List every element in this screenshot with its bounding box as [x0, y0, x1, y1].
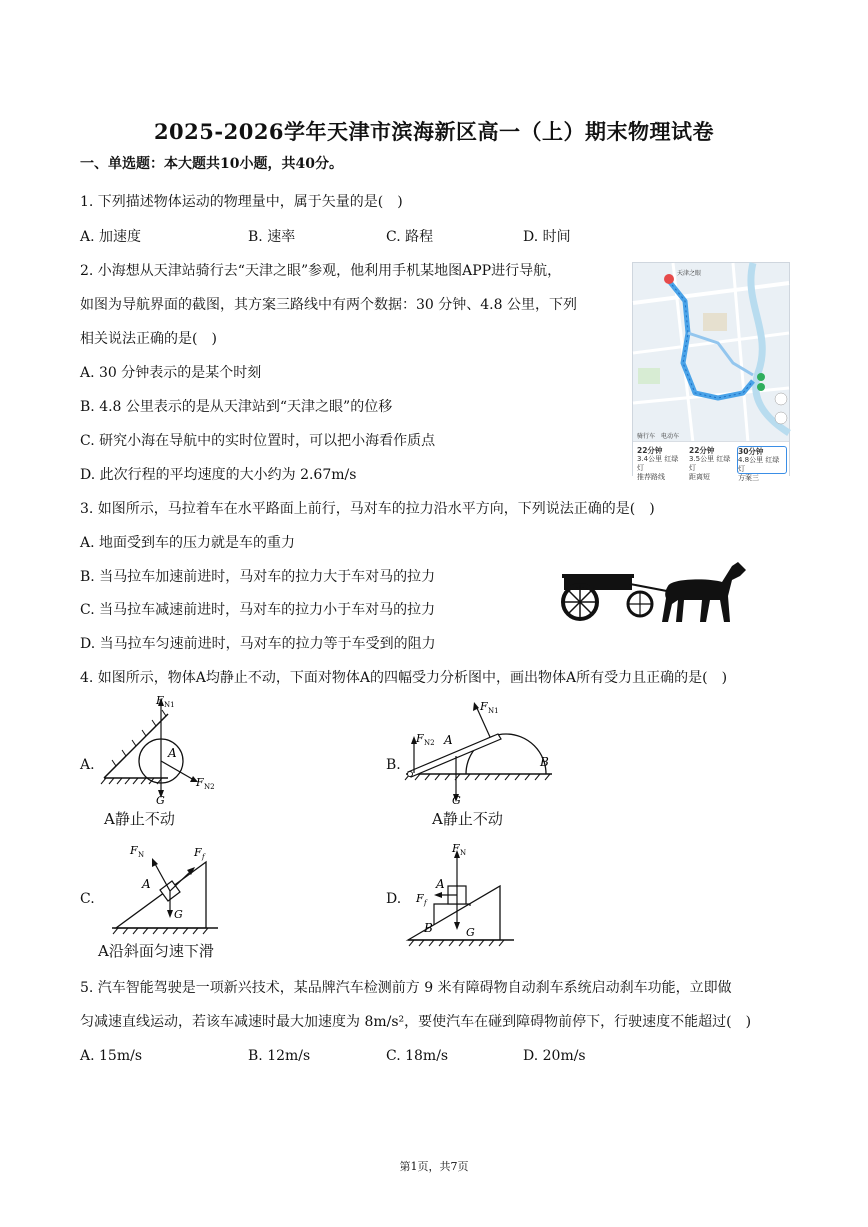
- q3-option-a: A. 地面受到车的压力就是车的重力: [80, 535, 296, 551]
- q4-fig-c-caption: A沿斜面匀速下滑: [98, 942, 214, 960]
- route-tab-2[interactable]: [689, 446, 737, 481]
- q4-fig-b-letter: B.: [386, 757, 401, 773]
- fig-a-label-F2: F: [196, 776, 204, 789]
- q3-stem: 3. 如图所示，马拉着车在水平路面上前行，马对车的拉力沿水平方向，下列说法正确的是( ): [80, 501, 655, 517]
- q2-option-a: A. 30 分钟表示的是某个时刻: [80, 365, 262, 381]
- route-tab-1-time: 22分钟: [637, 446, 663, 455]
- q2-option-c: C. 研究小海在导航中的实时位置时，可以把小海看作质点: [80, 433, 436, 449]
- q2-option-b: B. 4.8 公里表示的是从天津站到“天津之眼”的位移: [80, 399, 393, 415]
- q2-stem-line-2: 如图为导航界面的截图，其方案三路线中有两个数据：30 分钟、4.8 公里，下列: [80, 297, 577, 313]
- q3-option-c: C. 当马拉车减速前进时，马对车的拉力小于车对马的拉力: [80, 602, 436, 618]
- route-tab-1[interactable]: [637, 446, 685, 481]
- q3-option-b: B. 当马拉车加速前进时，马对车的拉力大于车对马的拉力: [80, 569, 436, 585]
- q4-fig-c-diagram: [108, 840, 228, 938]
- exam-title: 2025-2026学年天津市滨海新区高一（上）期末物理试卷: [153, 119, 715, 144]
- route-tab-3-desc1: 4.8公里 红绿灯: [738, 456, 780, 473]
- q2-stem-line-3: 相关说法正确的是( ): [80, 331, 217, 347]
- fig-c-label-f: f: [202, 853, 205, 861]
- route-tab-1-desc1: 3.4公里 红绿灯: [637, 455, 679, 472]
- fig-c-label-Ff: F: [194, 846, 202, 859]
- fig-a-label-A: A: [168, 746, 177, 760]
- route-tab-2-time: 22分钟: [689, 446, 715, 455]
- route-tab-2-desc1: 3.5公里 红绿灯: [689, 455, 731, 472]
- q5-option-a: A. 15m/s: [80, 1048, 143, 1064]
- q1-option-c: C. 路程: [386, 229, 434, 245]
- q1-option-d: D. 时间: [523, 229, 571, 245]
- fig-d-label-FN: F: [452, 842, 460, 855]
- fig-b-label-N2: N2: [424, 739, 435, 747]
- fig-a-label-F1: F: [156, 694, 164, 707]
- fig-c-label-G: G: [174, 908, 183, 921]
- map-navigation-screenshot: [632, 262, 790, 482]
- q4-fig-a-caption: A静止不动: [104, 810, 175, 828]
- fig-d-label-G: G: [466, 926, 475, 939]
- q4-fig-d-diagram: [404, 840, 524, 948]
- q5-option-c: C. 18m/s: [386, 1048, 449, 1064]
- page-footer: 第1页，共7页: [399, 1160, 469, 1173]
- route-tab-2-desc2: 距离短: [689, 473, 710, 481]
- q1-option-a: A. 加速度: [80, 229, 142, 245]
- q2-option-d: D. 此次行程的平均速度的大小约为 2.67m/s: [80, 467, 357, 483]
- q1-stem: 1. 下列描述物体运动的物理量中，属于矢量的是( ): [80, 194, 403, 210]
- fig-a-label-N2: N2: [204, 783, 215, 791]
- q5-option-b: B. 12m/s: [248, 1048, 311, 1064]
- fig-d-label-B: B: [424, 921, 433, 935]
- fig-d-label-A: A: [436, 877, 445, 891]
- fig-d-label-Ff: F: [416, 892, 424, 905]
- fig-d-label-f: f: [424, 899, 427, 907]
- fig-b-label-B: B: [540, 755, 549, 769]
- map-mode-label: 骑行车 电动车: [637, 433, 680, 440]
- q4-fig-a-diagram: [96, 694, 236, 807]
- q4-stem: 4. 如图所示，物体A均静止不动，下面对物体A的四幅受力分析图中，画出物体A所有受力且正确的是( ): [80, 670, 728, 686]
- q2-stem-line-1: 2. 小海想从天津站骑行去“天津之眼”参观，他利用手机某地图APP进行导航，: [80, 263, 562, 279]
- fig-b-label-G: G: [452, 794, 461, 807]
- fig-b-label-A: A: [444, 733, 453, 747]
- map-start-label: 天津之眼: [677, 270, 702, 277]
- q4-fig-d-letter: D.: [386, 891, 402, 907]
- fig-b-label-N1: N1: [488, 707, 499, 715]
- fig-c-label-A: A: [142, 877, 151, 891]
- fig-b-label-F1: F: [480, 700, 488, 713]
- fig-a-label-G: G: [156, 794, 165, 807]
- q4-fig-a-letter: A.: [80, 757, 95, 773]
- q3-option-d: D. 当马拉车匀速前进时，马对车的拉力等于车受到的阻力: [80, 636, 436, 652]
- q5-stem-line-2: 匀减速直线运动，若该车减速时最大加速度为 8m/s²，要使汽车在碰到障碍物前停下，行驶速度不能超过( ): [80, 1014, 752, 1030]
- fig-c-label-FN: F: [130, 844, 138, 857]
- map-route-tabs: [633, 441, 789, 482]
- q5-option-d: D. 20m/s: [523, 1048, 586, 1064]
- fig-a-label-N1: N1: [164, 701, 175, 709]
- route-tab-3-desc2: 方案三: [738, 474, 759, 482]
- q5-stem-line-1: 5. 汽车智能驾驶是一项新兴技术，某品牌汽车检测前方 9 米有障碍物自动刹车系统启动刹车功能，立即做: [80, 980, 732, 996]
- route-tab-3-selected[interactable]: [737, 446, 787, 482]
- fig-c-label-N: N: [138, 851, 145, 859]
- fig-b-label-F2: F: [416, 732, 424, 745]
- q1-option-b: B. 速率: [248, 229, 296, 245]
- route-tab-1-desc2: 推荐路线: [637, 473, 665, 481]
- fig-d-label-N: N: [460, 849, 467, 857]
- route-tab-3-time: 30分钟: [738, 447, 764, 456]
- q4-fig-b-diagram: [400, 694, 560, 807]
- q4-fig-c-letter: C.: [80, 891, 95, 907]
- horse-cart-icon: [560, 556, 750, 628]
- section-heading: 一、单选题：本大题共10小题，共40分。: [80, 156, 343, 172]
- q4-fig-b-caption: A静止不动: [432, 810, 503, 828]
